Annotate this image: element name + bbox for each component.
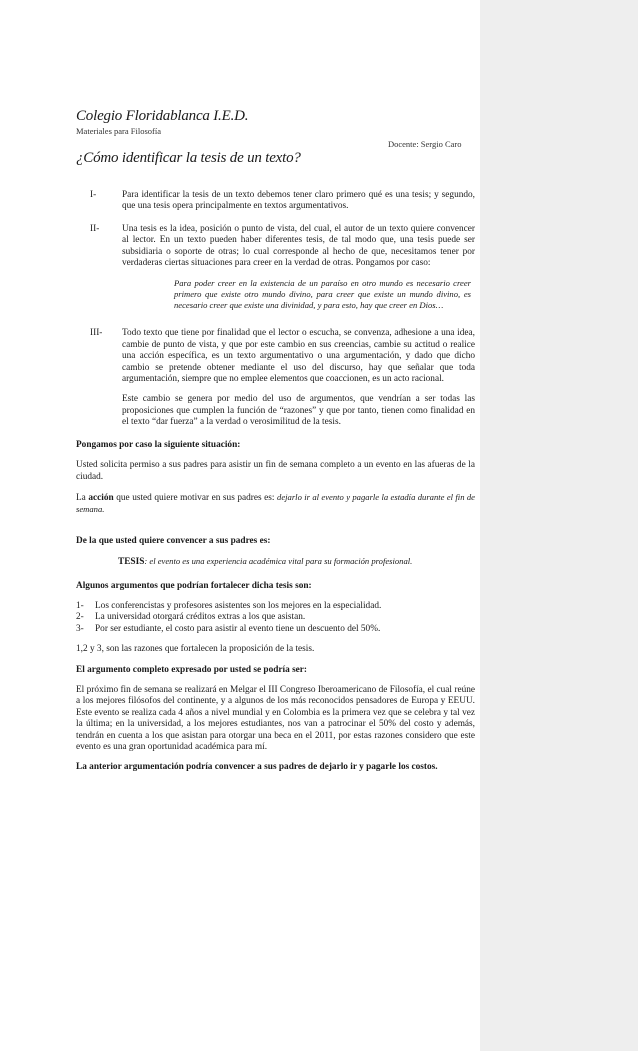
convince-heading: De la que usted quiere convencer a sus padres es: (76, 535, 271, 546)
complete-argument: El próximo fin de semana se realizará en Melgar el III Congreso Iberoamericano de Filosofía, el cual reúne a los mejores filósofos del continente, y a algunos de los más reconocidos pensadores de Europa y EEUU. Este evento se realiza cada 4 años a nivel mundial y en Colombia es la primera vez que se celebra y tal vez la última; en la universidad, a los mejores estudiantes, nos van a patrocinar el 50% del costo y además, tendrán en cuenta a los que asistan para otorgar una beca en el 2011, por estas razones considero que este evento es una gran oportunidad académica para mí. (76, 684, 475, 752)
section-paragraph: Este cambio se genera por medio del uso de argumentos, que vendrían a ser todas las proposiciones que cumplen la función de “razones” y que por tanto, tienen como finalidad en el texto “dar fuerza” a la verdad o verosimilitud de la tesis. (122, 394, 475, 428)
complete-heading: El argumento completo expresado por usted se podría ser: (76, 664, 308, 675)
reasons-summary: 1,2 y 3, son las razones que fortalecen la proposición de la tesis. (76, 644, 315, 655)
comments-sidebar (480, 0, 638, 1051)
document-body (76, 190, 475, 783)
list-item (76, 601, 475, 612)
case-situation: Usted solicita permiso a sus padres para asistir un fin de semana completo a un evento en las afueras de la ciudad. (76, 460, 475, 482)
list-number: 2- (76, 612, 84, 623)
case-action (76, 492, 475, 517)
arguments-list (76, 601, 475, 635)
action-word: acción (88, 492, 114, 503)
page-title: ¿Cómo identificar la tesis de un texto? (76, 150, 301, 166)
list-text: Los conferencistas y profesores asistentes son los mejores en la especialidad. (95, 600, 382, 611)
section-paragraph: Para identificar la tesis de un texto debemos tener claro primero qué es una tesis; y segundo, que una tesis opera principalmente en textos argumentativos. (122, 190, 475, 212)
tesis-statement (118, 556, 475, 568)
section-2 (90, 224, 475, 318)
arguments-heading: Algunos argumentos que podrían fortalecer dicha tesis son: (76, 580, 312, 591)
school-name: Colegio Floridablanca I.E.D. (76, 108, 249, 124)
example-quote: Para poder creer en la existencia de un paraíso en otro mundo es necesario creer primero que existe otro mundo divino, para creer que existe un mundo divino, es necesario creer que existe una divinidad, y para esto, hay que creer en Dios… (174, 278, 471, 311)
action-mid: que usted quiere motivar en sus padres es: (113, 492, 278, 503)
action-text: dejarlo ir al evento y pagarle la estadía durante el fin de semana. (76, 491, 475, 515)
list-text: La universidad otorgará créditos extras a los que asistan. (95, 612, 306, 623)
action-pre: La (76, 492, 89, 503)
section-1 (90, 190, 475, 213)
list-item (76, 624, 475, 635)
list-number: 3- (76, 623, 84, 634)
list-number: 1- (76, 600, 84, 611)
materials-subtitle: Materiales para Filosofía (76, 126, 161, 136)
list-item (76, 612, 475, 623)
section-number: II- (90, 223, 100, 234)
conclusion: La anterior argumentación podría convencer a sus padres de dejarlo ir y pagarle los costos. (76, 762, 438, 773)
section-3 (90, 328, 475, 428)
list-text: Por ser estudiante, el costo para asistir al evento tiene un descuento del 50%. (95, 623, 381, 634)
section-number: I- (90, 190, 97, 200)
tesis-label: TESIS (118, 557, 145, 568)
section-paragraph: Una tesis es la idea, posición o punto de vista, del cual, el autor de un texto quiere convencer al lector. En un texto pueden haber diferentes tesis, de tal modo que, una tesis puede ser subsidiaria o soporte de otras; lo cual corresponde al hecho de que, necesitamos tener por verdaderas ciertas situaciones para creer en la verdad de otras. Pongamos por caso: (122, 223, 475, 269)
teacher-name: Docente: Sergio Caro (388, 139, 462, 149)
section-number: III- (90, 328, 103, 339)
section-paragraph: Todo texto que tiene por finalidad que el lector o escucha, se convenza, adhesione a una idea, cambie de punto de vista, y que por este cambio en sus creencias, cambie su actitud o realice una acción específica, es un texto argumentativo o una argumentación, y dado que dicho cambio se pretende obtener mediante el uso del discurso, hay que señalar que toda argumentación, siempre que no emplee elementos que coaccionen, es un acto racional. (122, 328, 475, 385)
case-heading: Pongamos por caso la siguiente situación: (76, 439, 241, 450)
tesis-text: : el evento es una experiencia académica vital para su formación profesional. (144, 556, 413, 567)
